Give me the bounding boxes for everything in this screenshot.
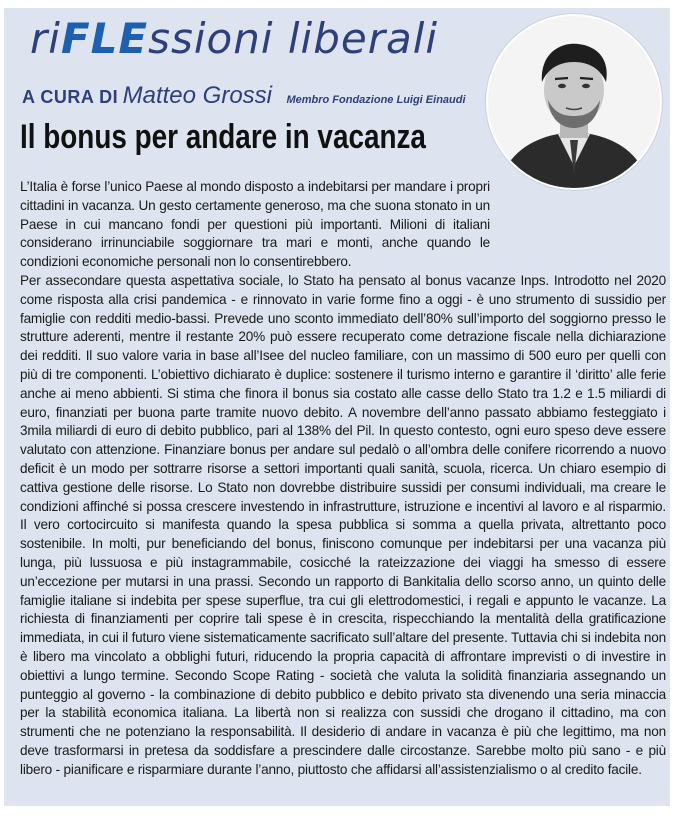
author-role: Membro Fondazione Luigi Einaudi <box>286 94 466 106</box>
article-body <box>20 178 666 780</box>
byline <box>22 82 466 110</box>
column-rubric: riFLEssioni liberali <box>30 14 439 63</box>
byline-prefix: A CURA DI <box>22 87 119 107</box>
column-panel <box>4 8 670 806</box>
article-text: Per assecondare questa aspettativa sociale, lo Stato ha pensato al bonus vacanze Inps. Introdotto nel 2020 come risposta alla crisi pandemica - e rinnovato in varie forme fino a oggi - è uno strumento di sussidio per famiglie con redditi medio-bassi. Prevede uno sconto immediato dell’80% sull’importo del soggiorno presso le strutture aderenti, mentre il restante 20% può essere recuperato come detrazione fiscale nella dichiarazione dei redditi. Il suo valore varia in base all’Isee del nucleo familiare, con un massimo di 500 euro per quelli con più di tre componenti. L’obiettivo dichiarato è duplice: sostenere il turismo interno e garantire il ‘diritto’ alle ferie anche ai meno abbienti. Si stima che finora il bonus sia costato alle casse dello Stato tra 1.2 e 1.5 miliardi di euro, finanziati per buona parte tramite nuovo debito. A novembre dell’anno passato abbiamo festeggiato i 3mila miliardi di euro di debito pubblico, pari al 138% del Pil. In questo contesto, ogni euro speso deve essere valutato con attenzione. Finanziare bonus per andare sul pedalò o all’ombra delle conifere ricorrendo a nuovo deficit è un modo per sottrarre risorse a settori importanti quali sanità, scuola, ricerca. Un chiaro esempio di cattiva gestione delle risorse. Lo Stato non dovrebbe distribuire sussidi per consumi individuali, ma creare le condizioni affinché si possa crescere investendo in infrastrutture, istruzione e incentivi al lavoro e al risparmio. Il vero cortocircuito si manifesta quando la spesa pubblica si somma a quella privata, altrettanto poco sostenibile. In molti, pur beneficiando del bonus, finiscono comunque per indebitarsi per una vacanza più lunga, più lussuosa e più instagrammabile, cosicché la rateizzazione dei viaggi ha smesso di essere un’eccezione per mutarsi in una prassi. Secondo un rapporto di Bankitalia dello scorso anno, un quinto delle famiglie italiane si indebita per spese superflue, tra cui gli elettrodomestici, i regali e appunto le vacanze. La richiesta di finanziamenti per coprire tali spese è in crescita, rispecchiando la mentalità della gratificazione immediata, in cui il futuro viene sistematicamente sacrificato sull’altare del presente. Tuttavia chi si indebita non è libero ma vincolato a obblighi futuri, riducendo la propria capacità di affrontare imprevisti o di investire in obiettivi a lungo termine. Secondo Scope Rating - società che valuta la solidità finanziaria assegnando un punteggio al governo - la combinazione di debito pubblico e debito privato sta divenendo una seria minaccia per la stabilità economica italiana. La libertà non si realizza con sussidi che drogano il cittadino, ma con strumenti che ne potenziano la responsabilità. Il desiderio di andare in vacanza è più che legittimo, ma non deve trasformarsi in pretesa da soddisfare a prescindere dalle circostanze. Sarebbe molto più sano - e più libero - pianificare e risparmiare durante l’anno, piuttosto che affidarsi all’assistenzialismo o al credito facile. <box>20 272 666 777</box>
author-portrait-icon <box>488 16 660 188</box>
author-name: Matteo Grossi <box>122 82 273 109</box>
article-title: Il bonus per andare in vacanza <box>20 118 426 156</box>
rubric-highlight: FLE <box>60 14 149 63</box>
article-intro: L’Italia è forse l’unico Paese al mondo disposto a indebitarsi per mandare i propri cittadini in vacanza. Un gesto certamente generoso, ma che suona stonato in un Paese in cui mancano fondi per questioni più importanti. Milioni di italiani considerano irrinunciabile soggiornare tra mari e monti, anche quando le condizioni economiche personali non lo consentirebbero. <box>20 179 490 270</box>
